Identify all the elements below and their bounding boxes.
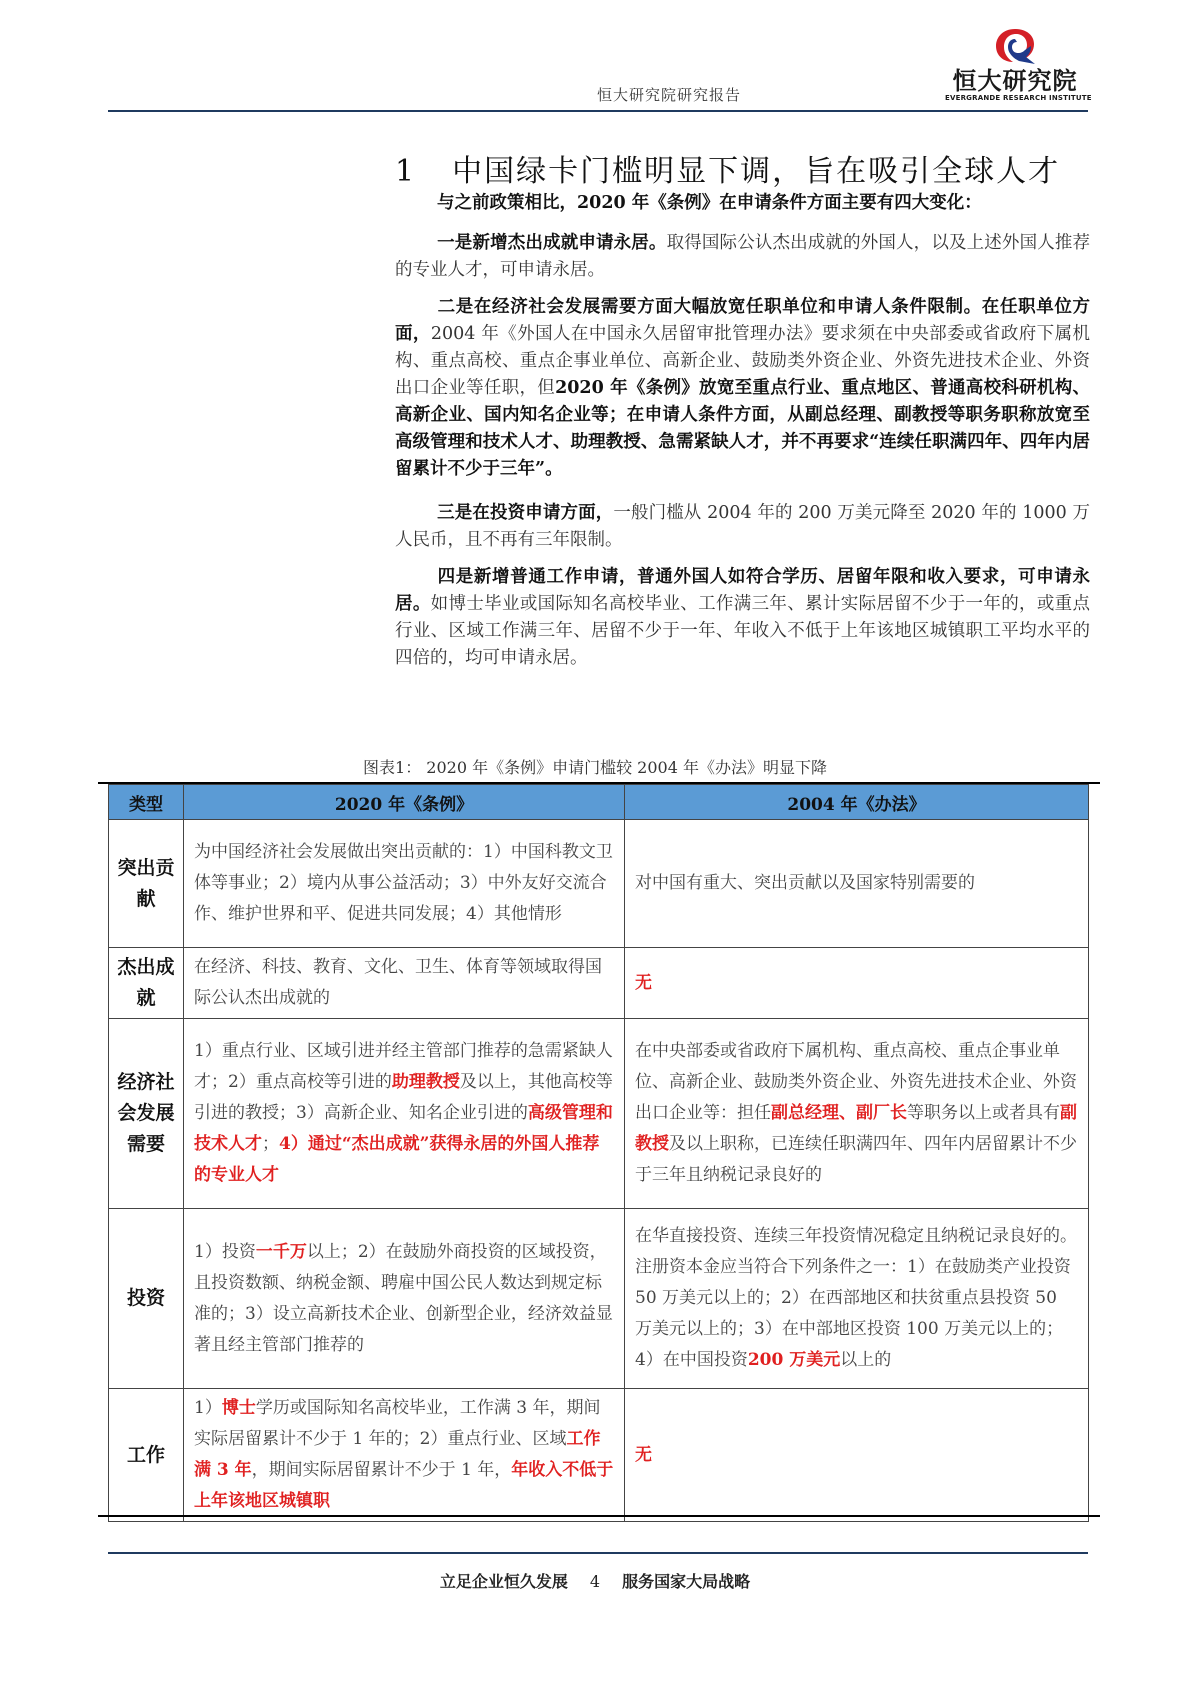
cell-text: 1）投资 [194, 1241, 256, 1262]
row-type: 工作 [109, 1389, 184, 1522]
header-2020: 2020 年《条例》 [184, 785, 625, 820]
change-two-paragraph [395, 294, 1090, 483]
highlight-text: 工作满 3 年 [194, 1429, 601, 1480]
comparison-table [108, 784, 1089, 1522]
cell-text: 以上的 [840, 1350, 892, 1370]
change-four-lead: 四是新增普通工作申请，普通外国人如符合学历、居留年限和收入要求，可申请永居。 [395, 567, 1090, 614]
table-row [109, 1209, 1089, 1389]
logo-mark-icon [991, 26, 1039, 66]
cell-2004 [625, 948, 1089, 1019]
change-four-text: 如博士毕业或国际知名高校毕业、工作满三年、累计实际居留不少于一年的，或重点行业、区域工作满三年、居留不少于一年、年收入不低于上年该地区城镇职工平均水平的四倍的，均可申请永居。 [395, 594, 1091, 668]
footer-right-slogan: 服务国家大局战略 [622, 1572, 751, 1591]
cell-text: 以上；2）在鼓励外商投资的区域投资，且投资数额、纳税金额、聘雇中国公民人数达到规定标准的；3）设立高新技术企业、创新型企业，经济效益显著且经主管部门推荐的 [194, 1241, 613, 1355]
none-mark: 无 [635, 972, 652, 993]
cell-2020 [184, 1209, 625, 1389]
cell-2020: 为中国经济社会发展做出突出贡献的：1）中国科教文卫体等事业；2）境内从事公益活动；3）中外友好交流合作、维护世界和平、促进共同发展；4）其他情形 [184, 820, 625, 948]
row-type: 经济社会发展需要 [109, 1019, 184, 1209]
table-row [109, 1019, 1089, 1209]
cell-text: ； [262, 1134, 279, 1154]
highlight-text: 助理教授 [391, 1072, 460, 1092]
intro-paragraph [395, 190, 1090, 217]
cell-2004 [625, 1209, 1089, 1389]
header-rule [108, 110, 1088, 112]
figure-caption: 图表1： 2020 年《条例》申请门槛较 2004 年《办法》明显下降 [363, 758, 827, 777]
cell-text: ，期间实际居留累计不少于 1 年， [251, 1460, 512, 1480]
cell-2020: 在经济、科技、教育、文化、卫生、体育等领域取得国际公认杰出成就的 [184, 948, 625, 1019]
section-heading [395, 146, 1060, 190]
highlight-text: 200 万美元 [747, 1350, 841, 1370]
cell-text: 1）重点行业、区域引进并经主管部门推荐的急需紧缺人才；2）重点高校等引进的 [194, 1041, 613, 1092]
cell-text: 1） [194, 1398, 222, 1418]
highlight-text: 博士 [221, 1398, 256, 1418]
logo-subtitle: EVERGRANDE RESEARCH INSTITUTE [945, 94, 1092, 102]
table-bottom-rule [98, 1515, 1100, 1517]
highlight-text: 年收入不低于上年该地区城镇职 [194, 1460, 614, 1511]
page-footer [0, 1569, 1190, 1592]
cell-2004: 对中国有重大、突出贡献以及国家特别需要的 [625, 820, 1089, 948]
none-mark: 无 [635, 1444, 652, 1465]
table-row [109, 1389, 1089, 1522]
cell-text: 学历或国际知名高校毕业，工作满 3 年，期间实际居留累计不少于 1 年的；2）重点行业、区域 [194, 1398, 601, 1449]
table-row [109, 820, 1089, 948]
intro-text: 与之前政策相比，2020 年《条例》在申请条件方面主要有四大变化： [437, 193, 982, 213]
cell-text: 在中央部委或省政府下属机构、重点高校、重点企事业单位、高新企业、鼓励类外资企业、外资先进技术企业、外资出口企业等：担任 [635, 1041, 1077, 1123]
change-three-text: 一般门槛从 2004 年的 200 万美元降至 2020 年的 1000 万人民币，且不再有三年限制。 [395, 503, 1090, 550]
cell-text: 等职务以上或者具有 [907, 1103, 1060, 1123]
row-type: 杰出成就 [109, 948, 184, 1019]
change-one-text: 取得国际公认杰出成就的外国人，以及上述外国人推荐的专业人才，可申请永居。 [395, 233, 1091, 280]
cell-text: 及以上职称，已连续任职满四年、四年内居留累计不少于三年且纳税记录良好的 [635, 1134, 1077, 1185]
change-four-paragraph [395, 564, 1090, 672]
change-three-paragraph [395, 500, 1090, 554]
change-one-paragraph [395, 230, 1090, 284]
cell-2004 [625, 1019, 1089, 1209]
change-two-lead: 二是在经济社会发展需要方面大幅放宽任职单位和申请人条件限制。在任职单位方面， [395, 297, 1090, 344]
section-title: 中国绿卡门槛明显下调，旨在吸引全球人才 [452, 154, 1061, 189]
header-type: 类型 [109, 785, 184, 820]
report-label: 恒大研究院研究报告 [597, 86, 742, 104]
change-two-bold: 2020 年《条例》放宽至重点行业、重点地区、普通高校科研机构、高新企业、国内知名企业等；在申请人条件方面，从副总经理、副教授等职务职称放宽至高级管理和技术人才、助理教授、急需紧缺人才，并不再要求“连续任职满四年、四年内居留累计不少于三年”。 [395, 378, 1091, 479]
table-row [109, 948, 1089, 1019]
highlight-text: 4）通过“杰出成就”获得永居的外国人推荐的专业人才 [194, 1134, 600, 1185]
cell-text: 及以上，其他高校等引进的教授；3）高新企业、知名企业引进的 [194, 1072, 613, 1123]
footer-left-slogan: 立足企业恒久发展 [439, 1572, 568, 1591]
row-type: 投资 [109, 1209, 184, 1389]
logo-name: 恒大研究院 [952, 67, 1078, 95]
table-header-row [109, 785, 1089, 820]
cell-2004 [625, 1389, 1089, 1522]
header-2004: 2004 年《办法》 [625, 785, 1089, 820]
highlight-text: 一千万 [255, 1241, 307, 1262]
change-three-lead: 三是在投资申请方面， [437, 503, 614, 523]
cell-2020 [184, 1019, 625, 1209]
row-type: 突出贡献 [109, 820, 184, 948]
change-one-lead: 一是新增杰出成就申请永居。 [437, 233, 667, 253]
highlight-text: 副总经理、副厂长 [771, 1103, 907, 1123]
footer-rule [108, 1552, 1088, 1554]
section-number: 1 [395, 154, 417, 189]
cell-text: 在华直接投资、连续三年投资情况稳定且纳税记录良好的。注册资本金应当符合下列条件之一：1）在鼓励类产业投资 50 万美元以上的；2）在西部地区和扶贫重点县投资 50 万美元以上的；3）在中部地区投资 100 万美元以上的；4）在中国投资 [635, 1226, 1077, 1370]
page-number: 4 [589, 1572, 601, 1591]
change-two-text: 2004 年《外国人在中国永久居留审批管理办法》要求须在中央部委或省政府下属机构、重点高校、重点企事业单位、高新企业、鼓励类外资企业、外资先进技术企业、外资出口企业等任职，但 [395, 324, 1090, 398]
brand-logo [945, 26, 1092, 110]
highlight-text: 副教授 [635, 1103, 1077, 1154]
highlight-text: 高级管理和技术人才 [194, 1103, 613, 1154]
cell-2020 [184, 1389, 625, 1522]
